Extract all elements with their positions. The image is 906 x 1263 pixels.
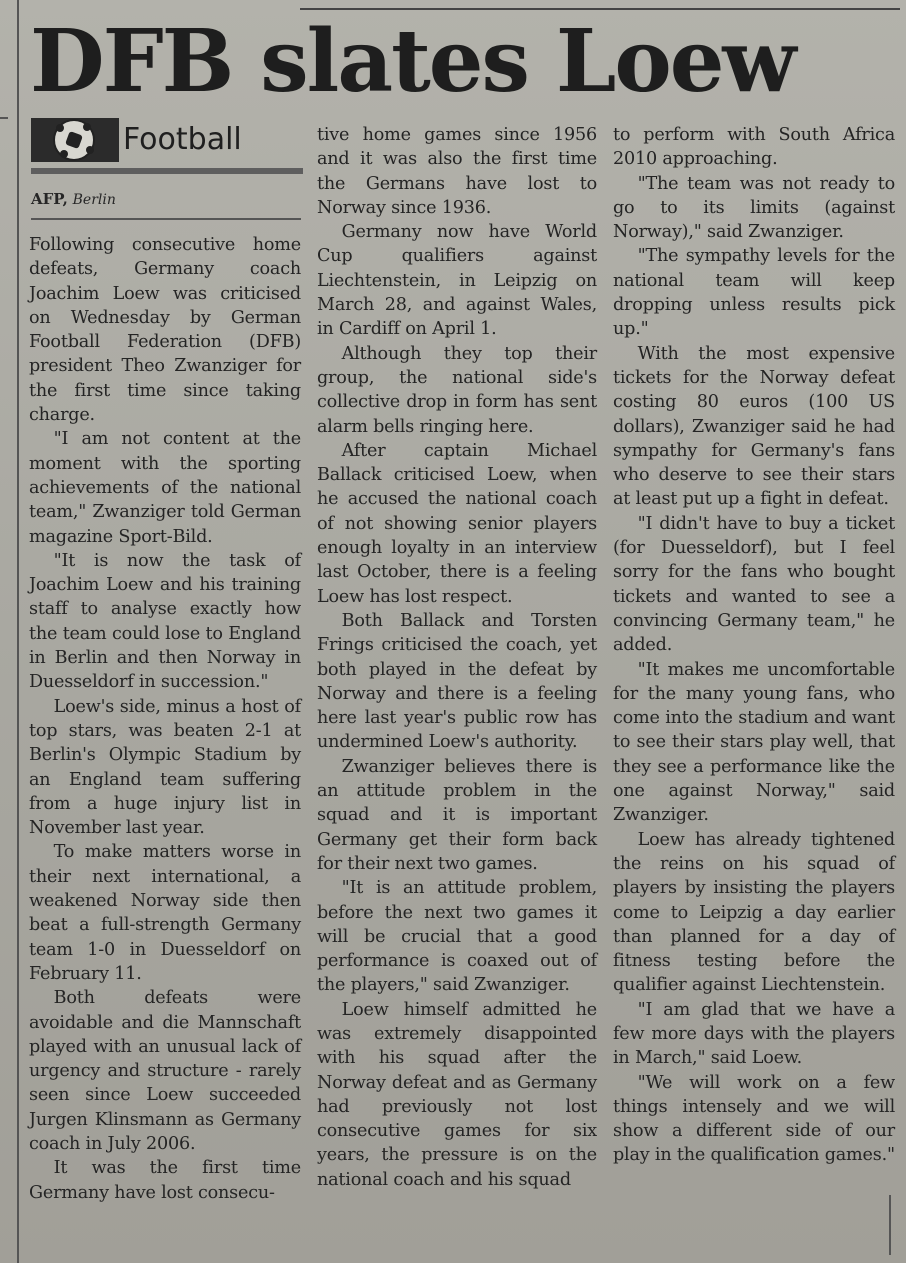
- paragraph: Following consecutive home defeats, Germany coach Joachim Loew was criticised on Wednesday by German Football Federation (DFB) president Theo Zwanziger for the first time since taking charge.: [29, 235, 301, 426]
- paragraph: To make matters worse in their next international, a weakened Norway side then beat a full-strength Germany team 1-0 in Duesseldorf on February 11.: [29, 842, 301, 984]
- headline: DFB slates Loew: [30, 11, 795, 112]
- column-rule-left: [17, 0, 19, 1263]
- paragraph: Loew's side, minus a host of top stars, was beaten 2-1 at Berlin's Olympic Stadium by an England team suffering from a huge injury list in November last year.: [29, 696, 301, 839]
- paragraph: "It makes me uncomfortable for the many young fans, who come into the stadium and want to see their stars play well, that they see a performance like the one against Norway," said Zwanziger.: [613, 659, 895, 826]
- paragraph: Loew himself admitted he was extremely disappointed with his squad after the Norway defeat and as Germany had previously not lost consecutive games for six years, the pressure is on the national coach and his squad: [317, 999, 597, 1190]
- column-rule-right: [889, 1195, 891, 1255]
- paragraph: After captain Michael Ballack criticised Loew, when he accused the national coach of not showing senior players enough loyalty in an interview last October, there is a feeling Loew has lost respect.: [317, 440, 597, 607]
- section-label: Football: [123, 122, 242, 157]
- article-column-3: [613, 123, 895, 1168]
- article-column-2: [317, 123, 597, 1192]
- byline: [31, 186, 301, 220]
- paragraph: Both Ballack and Torsten Frings criticised the coach, yet both played in the defeat by Norway and there is a feeling here last year's public row has undermined Loew's authority.: [317, 610, 597, 753]
- paragraph: "I am not content at the moment with the sporting achievements of the national team," Zwanziger told German magazine Sport-Bild.: [29, 429, 301, 547]
- paragraph: "The sympathy levels for the national team will keep dropping unless results pick up.": [613, 246, 895, 340]
- paragraph: "It is now the task of Joachim Loew and his training staff to analyse exactly how the team could lose to England in Berlin and then Norway in Duesseldorf in succession.": [29, 550, 301, 693]
- top-rule: [300, 8, 900, 10]
- paragraph: Germany now have World Cup qualifiers against Liechtenstein, in Leipzig on March 28, and against Wales, in Cardiff on April 1.: [317, 222, 597, 340]
- byline-city: Berlin: [72, 192, 116, 208]
- paragraph: to perform with South Africa 2010 approaching.: [613, 125, 895, 170]
- paragraph: Zwanziger believes there is an attitude problem in the squad and it is important Germany get their form back for their next two games.: [317, 756, 597, 874]
- section-tag: [31, 116, 303, 174]
- byline-agency: AFP,: [31, 190, 68, 208]
- paragraph: It was the first time Germany have lost consecu-: [29, 1158, 301, 1203]
- paragraph: Both defeats were avoidable and die Mannschaft played with an unusual lack of urgency and structure - rarely seen since Loew succeeded Jurgen Klinsmann as Germany coach in July 2006.: [29, 988, 301, 1154]
- paragraph: tive home games since 1956 and it was also the first time the Germans have lost to Norway since 1936.: [317, 125, 597, 218]
- paragraph: "I didn't have to buy a ticket (for Duesseldorf), but I feel sorry for the fans who bought tickets and wanted to see a convincing Germany team," he added.: [613, 513, 895, 656]
- paragraph: "The team was not ready to go to its limits (against Norway)," said Zwanziger.: [613, 173, 895, 243]
- article-column-1: [29, 233, 301, 1205]
- paragraph: Although they top their group, the national side's collective drop in form has sent alarm bells ringing here.: [317, 343, 597, 437]
- paragraph: "We will work on a few things intensely and we will show a different side of our play in the qualification games.": [613, 1072, 895, 1166]
- paragraph: "It is an attitude problem, before the next two games it will be crucial that a good performance is coaxed out of the players," said Zwanziger.: [317, 878, 597, 996]
- football-icon: [31, 118, 119, 162]
- paragraph: "I am glad that we have a few more days with the players in March," said Loew.: [613, 999, 895, 1069]
- margin-tick: [0, 117, 8, 119]
- paragraph: Loew has already tightened the reins on his squad of players by insisting the players come to Leipzig a day earlier than planned for a day of fitness testing before the qualifier against Liechtenstein.: [613, 829, 895, 996]
- paragraph: With the most expensive tickets for the Norway defeat costing 80 euros (100 US dollars), Zwanziger said he had sympathy for Germany's fans who deserve to see their stars at least put up a fight in defeat.: [613, 343, 895, 510]
